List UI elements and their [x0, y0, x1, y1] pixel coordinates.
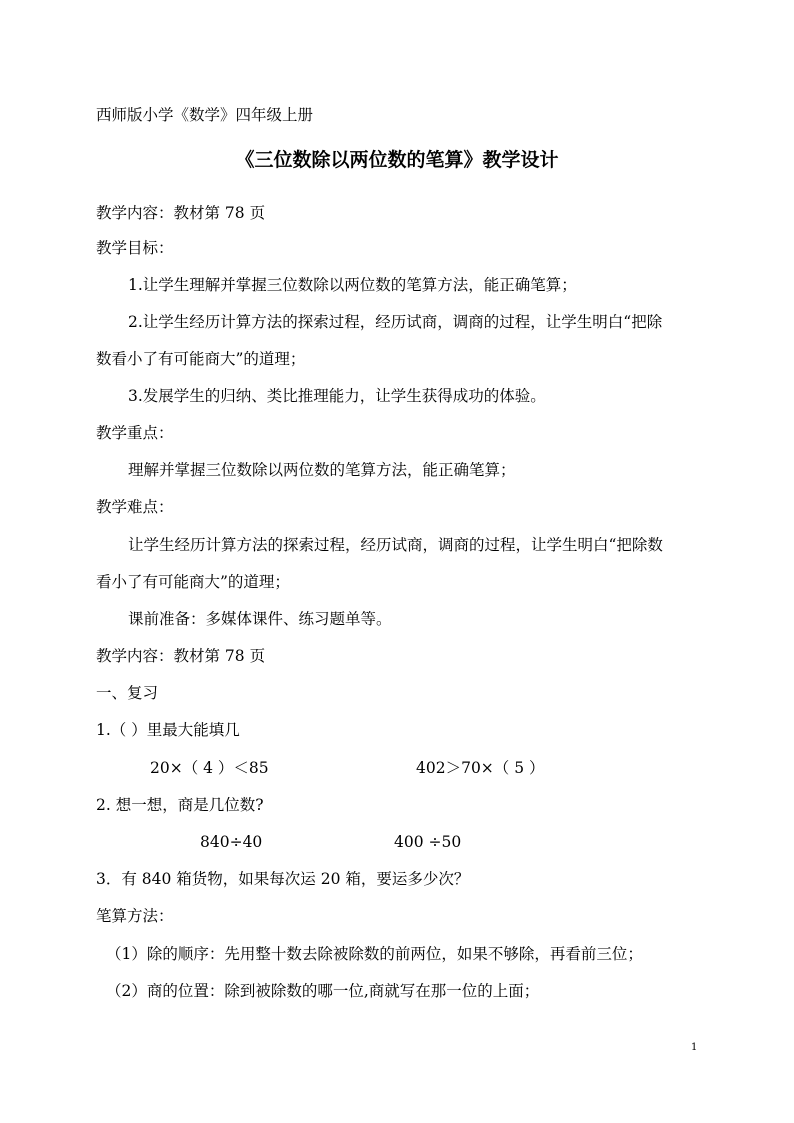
key-point-text: 理解并掌握三位数除以两位数的笔算方法，能正确笔算； — [128, 461, 516, 479]
goal-three: 3.发展学生的归纳、类比推理能力，让学生获得成功的体验。 — [128, 387, 546, 405]
teaching-goals-heading: 教学目标： — [96, 239, 174, 257]
goal-one: 1.让学生理解并掌握三位数除以两位数的笔算方法，能正确笔算； — [128, 276, 577, 294]
exercise-one-prompt: 1.（ ）里最大能填几 — [96, 721, 240, 739]
exercise-two-right-expression: 400 ÷50 — [394, 833, 462, 851]
difficult-point-part-one: 让学生经历计算方法的探索过程，经历试商，调商的过程，让学生明白“把除数 — [128, 536, 663, 554]
key-points-heading: 教学重点： — [96, 424, 174, 442]
exercise-two-prompt: 2. 想一想，商是几位数? — [96, 796, 264, 814]
teaching-content-repeat: 教学内容：教材第 78 页 — [96, 647, 266, 665]
teaching-content-line: 教学内容：教材第 78 页 — [96, 204, 266, 222]
exercise-two-left-expression: 840÷40 — [200, 833, 263, 851]
exercise-one-left-expression: 20×（ 4 ）＜85 — [150, 759, 269, 777]
difficult-points-heading: 教学难点： — [96, 498, 174, 516]
goal-two-part-one: 2.让学生经历计算方法的探索过程，经历试商，调商的过程，让学生明白“把除 — [128, 313, 663, 331]
document-title: 《三位数除以两位数的笔算》教学设计 — [235, 149, 559, 171]
goal-two-part-two: 数看小了有可能商大”的道理； — [96, 350, 306, 368]
review-heading: 一、复习 — [96, 684, 159, 702]
difficult-point-part-two: 看小了有可能商大”的道理； — [96, 573, 290, 591]
exercise-three-prompt: 3．有 840 箱货物，如果每次运 20 箱，要运多少次？ — [96, 870, 470, 888]
class-preparation: 课前准备：多媒体课件、练习题单等。 — [128, 610, 392, 628]
quotient-position-rule: （2）商的位置：除到被除数的哪一位,商就写在那一位的上面； — [106, 982, 540, 1000]
division-order-rule: （1）除的顺序：先用整十数去除被除数的前两位，如果不够除，再看前三位； — [106, 945, 643, 963]
written-method-heading: 笔算方法： — [96, 907, 174, 925]
document-subtitle: 西师版小学《数学》四年级上册 — [96, 106, 314, 124]
exercise-one-right-expression: 402＞70×（ 5 ） — [416, 759, 545, 777]
page-number: 1 — [691, 1042, 698, 1053]
